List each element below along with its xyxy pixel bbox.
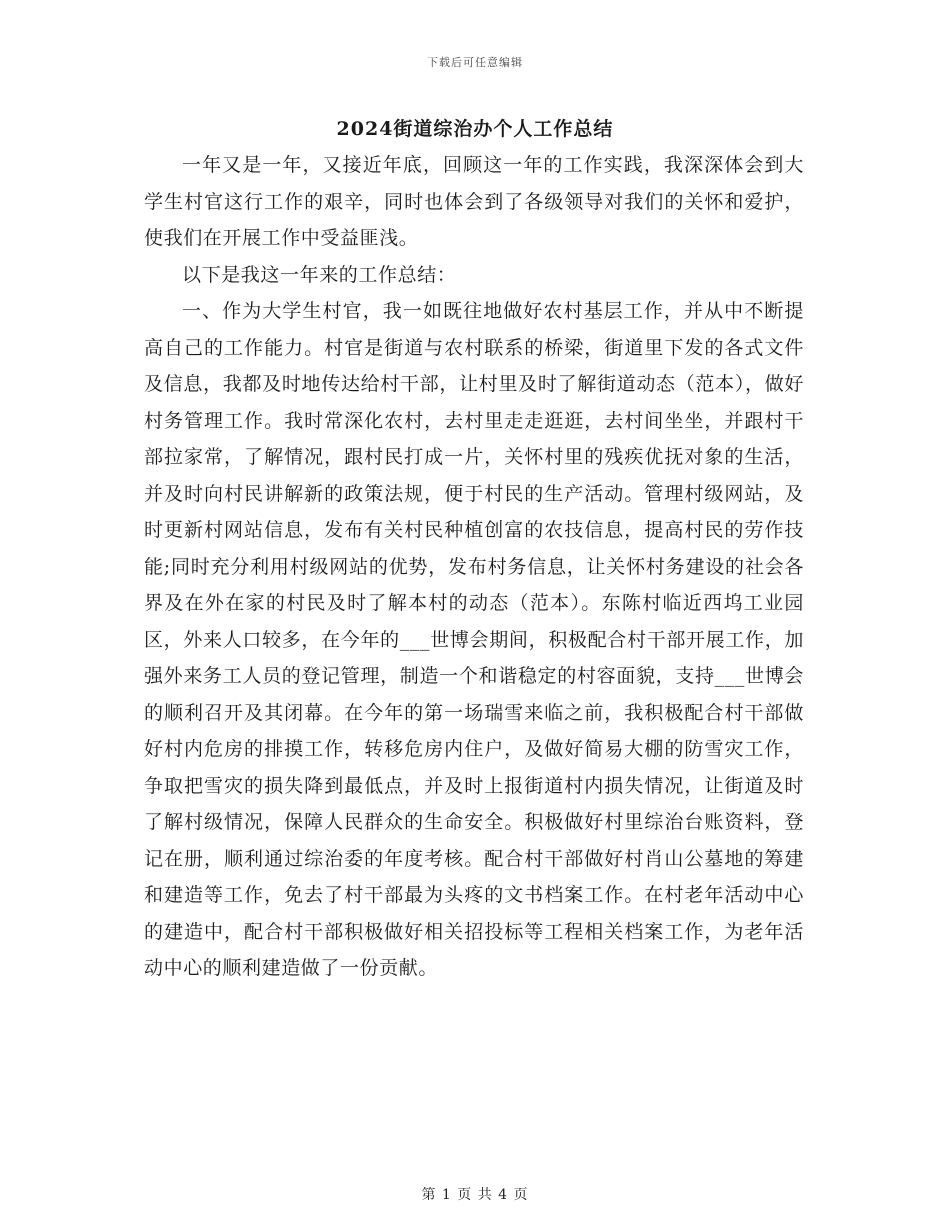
paragraph-section-one: 一、作为大学生村官，我一如既往地做好农村基层工作，并从中不断提高自己的工作能力。村官是街道与农村联系的桥梁，街道里下发的各式文件及信息，我都及时地传达给村干部，让村里及时了解街道动态（范本），做好村务管理工作。我时常深化农村，去村里走走逛逛，去村间坐坐，并跟村干部拉家常，了解情况，跟村民打成一片，关怀村里的残疾优抚对象的生活，并及时向村民讲解新的政策法规，便于村民的生产活动。管理村级网站，及时更新村网站信息，发布有关村民种植创富的农技信息，提高村民的劳作技能;同时充分利用村级网站的优势，发布村务信息，让关怀村务建设的社会各界及在外在家的村民及时了解本村的动态（范本）。东陈村临近西坞工业园区，外来人口较多，在今年的___世博会期间，积极配合村干部开展工作，加强外来务工人员的登记管理，制造一个和谐稳定的村容面貌，支持___世博会的顺利召开及其闭幕。在今年的第一场瑞雪来临之前，我积极配合村干部做好村内危房的排摸工作，转移危房内住户，及做好简易大棚的防雪灾工作，争取把雪灾的损失降到最低点，并及时上报街道村内损失情况，让街道及时了解村级情况，保障人民群众的生命安全。积极做好村里综治台账资料，登记在册，顺利通过综治委的年度考核。配合村干部做好村肖山公墓地的筹建和建造等工作，免去了村干部最为头疼的文书档案工作。在村老年活动中心的建造中，配合村干部积极做好相关招投标等工程相关档案工作，为老年活动中心的顺利建造做了一份贡献。: [144, 300, 804, 979]
paragraph-summary-lead: 以下是我这一年来的工作总结：: [182, 263, 457, 286]
page-footer: 第 1 页 共 4 页: [421, 1187, 529, 1203]
header-note: 下载后可任意编辑: [427, 56, 523, 69]
document-title: 2024街道综治办个人工作总结: [336, 118, 614, 140]
document-body: [144, 147, 804, 987]
paragraph-intro: 一年又是一年，又接近年底，回顾这一年的工作实践，我深深体会到大学生村官这行工作的艰辛，同时也体会到了各级领导对我们的关怀和爱护，使我们在开展工作中受益匪浅。: [144, 154, 804, 249]
